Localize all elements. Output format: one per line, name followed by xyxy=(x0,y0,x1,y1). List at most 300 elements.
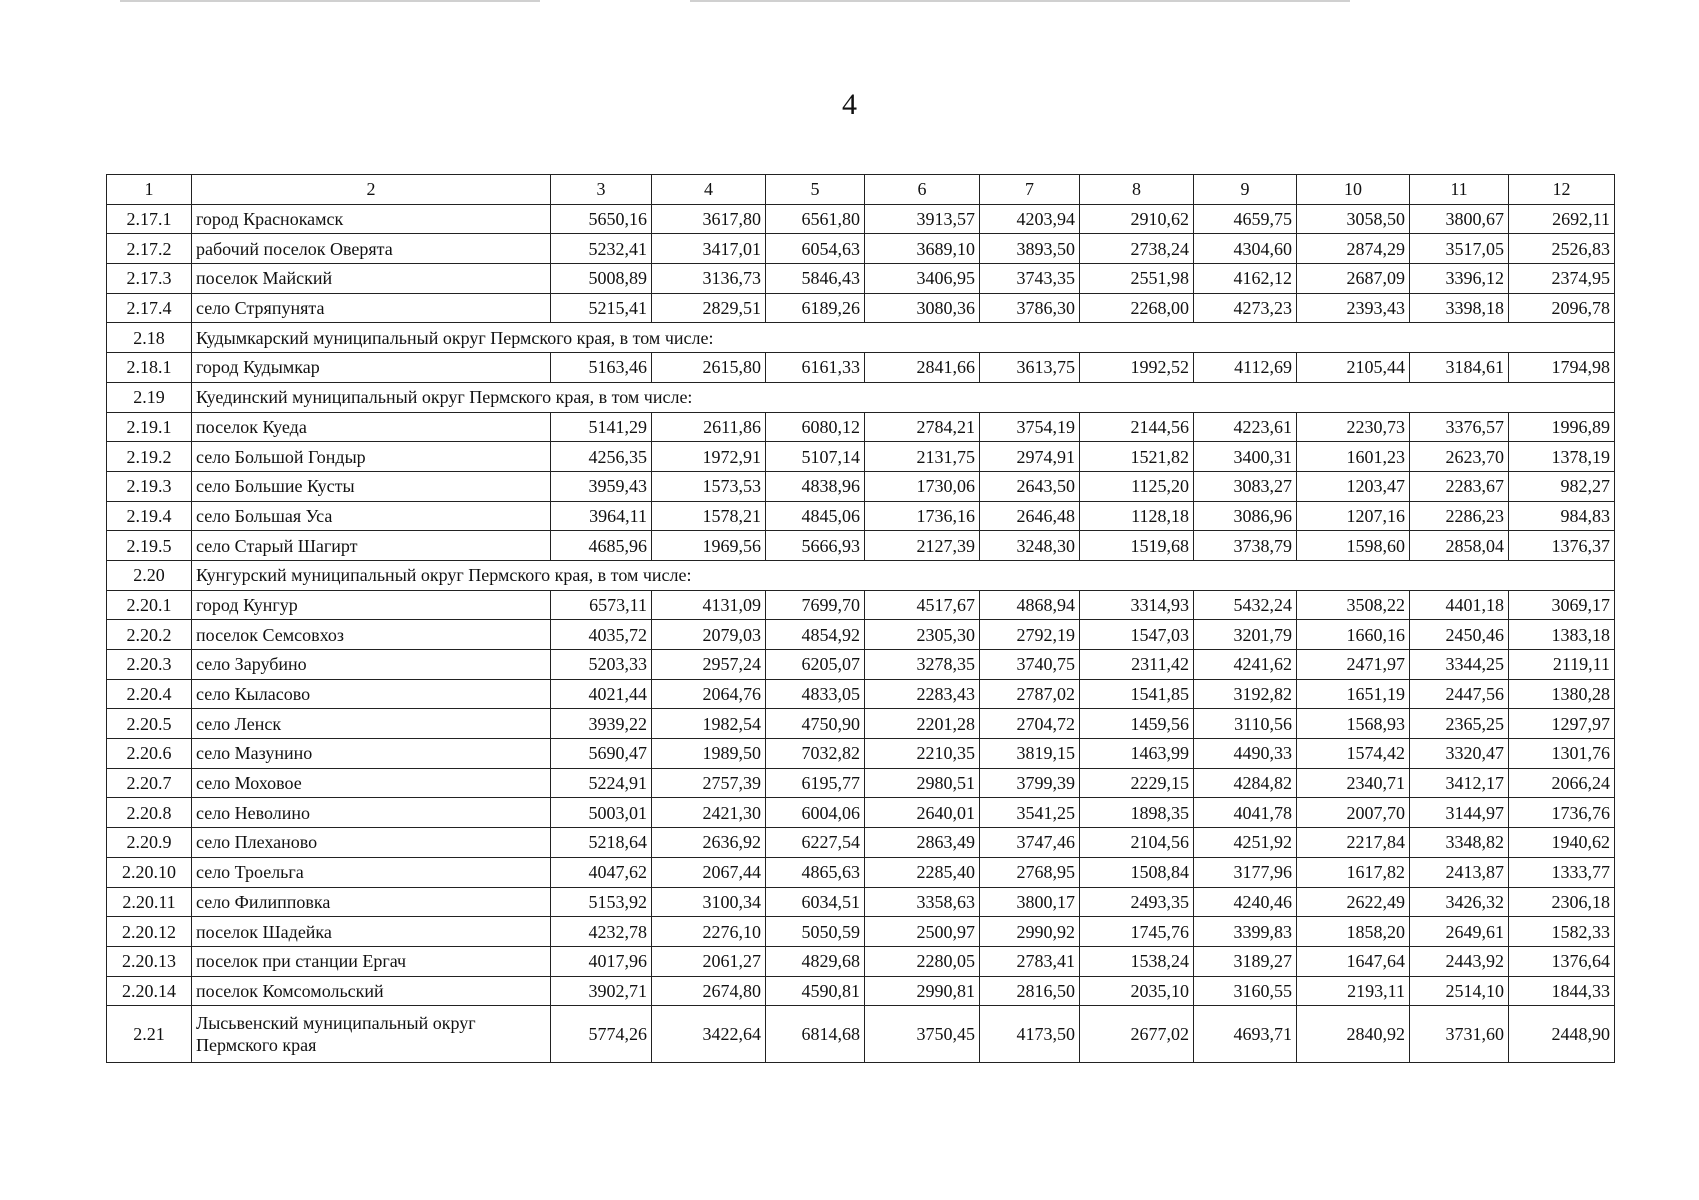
column-number: 1 xyxy=(107,175,192,205)
value-cell: 1378,19 xyxy=(1509,442,1615,472)
value-cell: 4041,78 xyxy=(1194,798,1297,828)
table-row xyxy=(107,204,1615,234)
scan-edge-mark-left xyxy=(120,0,540,2)
section-code: 2.18 xyxy=(107,323,192,353)
value-cell: 4273,23 xyxy=(1194,293,1297,323)
value-cell: 4047,62 xyxy=(551,857,652,887)
table-row xyxy=(107,976,1615,1006)
value-cell: 1858,20 xyxy=(1297,917,1410,947)
column-number: 3 xyxy=(551,175,652,205)
value-cell: 2980,51 xyxy=(865,768,980,798)
table-body xyxy=(107,175,1615,1063)
value-cell: 2471,97 xyxy=(1297,650,1410,680)
value-cell: 1207,16 xyxy=(1297,501,1410,531)
value-cell: 4232,78 xyxy=(551,917,652,947)
row-name: город Кудымкар xyxy=(192,353,551,383)
value-cell: 1969,56 xyxy=(652,531,766,561)
value-cell: 5650,16 xyxy=(551,204,652,234)
value-cell: 6205,07 xyxy=(766,650,865,680)
table-row xyxy=(107,264,1615,294)
row-code: 2.19.4 xyxy=(107,501,192,531)
value-cell: 2079,03 xyxy=(652,620,766,650)
value-cell: 3689,10 xyxy=(865,234,980,264)
value-cell: 3412,17 xyxy=(1410,768,1509,798)
value-cell: 3136,73 xyxy=(652,264,766,294)
row-name: село Моховое xyxy=(192,768,551,798)
value-cell: 2990,92 xyxy=(980,917,1080,947)
value-cell: 2841,66 xyxy=(865,353,980,383)
value-cell: 3799,39 xyxy=(980,768,1080,798)
value-cell: 2640,01 xyxy=(865,798,980,828)
row-name: село Старый Шагирт xyxy=(192,531,551,561)
value-cell: 4240,46 xyxy=(1194,887,1297,917)
value-cell: 2910,62 xyxy=(1080,204,1194,234)
value-cell: 3893,50 xyxy=(980,234,1080,264)
value-cell: 4203,94 xyxy=(980,204,1080,234)
table-row xyxy=(107,709,1615,739)
value-cell: 2493,35 xyxy=(1080,887,1194,917)
row-code: 2.19.3 xyxy=(107,471,192,501)
value-cell: 2280,05 xyxy=(865,946,980,976)
value-cell: 6161,33 xyxy=(766,353,865,383)
section-row xyxy=(107,323,1615,353)
table-row xyxy=(107,828,1615,858)
section-title: Кунгурский муниципальный округ Пермского края, в том числе: xyxy=(192,560,1615,590)
value-cell: 2447,56 xyxy=(1410,679,1509,709)
value-cell: 2448,90 xyxy=(1509,1006,1615,1063)
value-cell: 1376,37 xyxy=(1509,531,1615,561)
value-cell: 2374,95 xyxy=(1509,264,1615,294)
row-code: 2.20.4 xyxy=(107,679,192,709)
table-row xyxy=(107,234,1615,264)
value-cell: 2127,39 xyxy=(865,531,980,561)
row-name: село Филипповка xyxy=(192,887,551,917)
value-cell: 2623,70 xyxy=(1410,442,1509,472)
value-cell: 3189,27 xyxy=(1194,946,1297,976)
row-name: поселок Семсовхоз xyxy=(192,620,551,650)
value-cell: 1376,64 xyxy=(1509,946,1615,976)
table-row xyxy=(107,650,1615,680)
row-name: поселок Майский xyxy=(192,264,551,294)
row-name: село Плеханово xyxy=(192,828,551,858)
column-number: 11 xyxy=(1410,175,1509,205)
value-cell: 4685,96 xyxy=(551,531,652,561)
value-cell: 2990,81 xyxy=(865,976,980,1006)
value-cell: 2674,80 xyxy=(652,976,766,1006)
value-cell: 2692,11 xyxy=(1509,204,1615,234)
value-cell: 5107,14 xyxy=(766,442,865,472)
value-cell: 4021,44 xyxy=(551,679,652,709)
table-row xyxy=(107,739,1615,769)
value-cell: 6189,26 xyxy=(766,293,865,323)
value-cell: 2066,24 xyxy=(1509,768,1615,798)
value-cell: 984,83 xyxy=(1509,501,1615,531)
value-cell: 4829,68 xyxy=(766,946,865,976)
value-cell: 4838,96 xyxy=(766,471,865,501)
value-cell: 1660,16 xyxy=(1297,620,1410,650)
row-code: 2.20.3 xyxy=(107,650,192,680)
table-row xyxy=(107,442,1615,472)
row-code: 2.20.9 xyxy=(107,828,192,858)
value-cell: 3800,17 xyxy=(980,887,1080,917)
value-cell: 2365,25 xyxy=(1410,709,1509,739)
value-cell: 4517,67 xyxy=(865,590,980,620)
value-cell: 5774,26 xyxy=(551,1006,652,1063)
column-number: 9 xyxy=(1194,175,1297,205)
column-number-row xyxy=(107,175,1615,205)
value-cell: 3939,22 xyxy=(551,709,652,739)
row-name: село Неволино xyxy=(192,798,551,828)
value-cell: 1736,76 xyxy=(1509,798,1615,828)
value-cell: 2704,72 xyxy=(980,709,1080,739)
value-cell: 3613,75 xyxy=(980,353,1080,383)
value-cell: 3201,79 xyxy=(1194,620,1297,650)
value-cell: 2283,43 xyxy=(865,679,980,709)
value-cell: 4868,94 xyxy=(980,590,1080,620)
value-cell: 1297,97 xyxy=(1509,709,1615,739)
value-cell: 2413,87 xyxy=(1410,857,1509,887)
value-cell: 1617,82 xyxy=(1297,857,1410,887)
value-cell: 2067,44 xyxy=(652,857,766,887)
row-name: село Большой Гондыр xyxy=(192,442,551,472)
value-cell: 3964,11 xyxy=(551,501,652,531)
value-cell: 2677,02 xyxy=(1080,1006,1194,1063)
page-number: 4 xyxy=(842,88,857,121)
section-title: Кудымкарский муниципальный округ Пермского края, в том числе: xyxy=(192,323,1615,353)
value-cell: 2286,23 xyxy=(1410,501,1509,531)
value-cell: 4490,33 xyxy=(1194,739,1297,769)
value-cell: 5224,91 xyxy=(551,768,652,798)
row-name: поселок Шадейка xyxy=(192,917,551,947)
value-cell: 2757,39 xyxy=(652,768,766,798)
value-cell: 1989,50 xyxy=(652,739,766,769)
value-cell: 4845,06 xyxy=(766,501,865,531)
table-row xyxy=(107,798,1615,828)
value-cell: 1547,03 xyxy=(1080,620,1194,650)
table-row xyxy=(107,679,1615,709)
row-name: село Большая Уса xyxy=(192,501,551,531)
value-cell: 5215,41 xyxy=(551,293,652,323)
row-code: 2.17.4 xyxy=(107,293,192,323)
value-cell: 4865,63 xyxy=(766,857,865,887)
value-cell: 4035,72 xyxy=(551,620,652,650)
value-cell: 3740,75 xyxy=(980,650,1080,680)
row-code: 2.20.1 xyxy=(107,590,192,620)
value-cell: 1568,93 xyxy=(1297,709,1410,739)
value-cell: 5232,41 xyxy=(551,234,652,264)
value-cell: 2285,40 xyxy=(865,857,980,887)
row-code: 2.20.8 xyxy=(107,798,192,828)
row-name: город Краснокамск xyxy=(192,204,551,234)
value-cell: 2229,15 xyxy=(1080,768,1194,798)
value-cell: 3913,57 xyxy=(865,204,980,234)
value-cell: 3160,55 xyxy=(1194,976,1297,1006)
table-row xyxy=(107,471,1615,501)
value-cell: 1996,89 xyxy=(1509,412,1615,442)
value-cell: 5141,29 xyxy=(551,412,652,442)
column-number: 8 xyxy=(1080,175,1194,205)
value-cell: 2061,27 xyxy=(652,946,766,976)
value-cell: 3541,25 xyxy=(980,798,1080,828)
value-cell: 1203,47 xyxy=(1297,471,1410,501)
value-cell: 2230,73 xyxy=(1297,412,1410,442)
row-code: 2.19.2 xyxy=(107,442,192,472)
row-name: поселок Комсомольский xyxy=(192,976,551,1006)
row-code: 2.20.6 xyxy=(107,739,192,769)
table-row xyxy=(107,946,1615,976)
value-cell: 5008,89 xyxy=(551,264,652,294)
value-cell: 2450,46 xyxy=(1410,620,1509,650)
value-cell: 2646,48 xyxy=(980,501,1080,531)
row-name: село Мазунино xyxy=(192,739,551,769)
row-code: 2.20.7 xyxy=(107,768,192,798)
value-cell: 3398,18 xyxy=(1410,293,1509,323)
value-cell: 1940,62 xyxy=(1509,828,1615,858)
value-cell: 6573,11 xyxy=(551,590,652,620)
value-cell: 4284,82 xyxy=(1194,768,1297,798)
value-cell: 3083,27 xyxy=(1194,471,1297,501)
value-cell: 4017,96 xyxy=(551,946,652,976)
value-cell: 4590,81 xyxy=(766,976,865,1006)
value-cell: 6080,12 xyxy=(766,412,865,442)
column-number: 6 xyxy=(865,175,980,205)
value-cell: 1844,33 xyxy=(1509,976,1615,1006)
value-cell: 4256,35 xyxy=(551,442,652,472)
value-cell: 3144,97 xyxy=(1410,798,1509,828)
value-cell: 4241,62 xyxy=(1194,650,1297,680)
value-cell: 1508,84 xyxy=(1080,857,1194,887)
value-cell: 5666,93 xyxy=(766,531,865,561)
scan-edge-mark-right xyxy=(690,0,1350,2)
value-cell: 2104,56 xyxy=(1080,828,1194,858)
value-cell: 1301,76 xyxy=(1509,739,1615,769)
value-cell: 1125,20 xyxy=(1080,471,1194,501)
value-cell: 2340,71 xyxy=(1297,768,1410,798)
value-cell: 4131,09 xyxy=(652,590,766,620)
value-cell: 3731,60 xyxy=(1410,1006,1509,1063)
value-cell: 6227,54 xyxy=(766,828,865,858)
value-cell: 2768,95 xyxy=(980,857,1080,887)
value-cell: 3738,79 xyxy=(1194,531,1297,561)
value-cell: 3422,64 xyxy=(652,1006,766,1063)
value-cell: 2105,44 xyxy=(1297,353,1410,383)
row-name: село Большие Кусты xyxy=(192,471,551,501)
value-cell: 3747,46 xyxy=(980,828,1080,858)
value-cell: 3358,63 xyxy=(865,887,980,917)
value-cell: 3278,35 xyxy=(865,650,980,680)
table-row xyxy=(107,917,1615,947)
value-cell: 2421,30 xyxy=(652,798,766,828)
value-cell: 1521,82 xyxy=(1080,442,1194,472)
value-cell: 4304,60 xyxy=(1194,234,1297,264)
value-cell: 2783,41 xyxy=(980,946,1080,976)
value-cell: 2131,75 xyxy=(865,442,980,472)
value-cell: 3617,80 xyxy=(652,204,766,234)
value-cell: 3786,30 xyxy=(980,293,1080,323)
value-cell: 2393,43 xyxy=(1297,293,1410,323)
value-cell: 1459,56 xyxy=(1080,709,1194,739)
value-cell: 5003,01 xyxy=(551,798,652,828)
column-number: 5 xyxy=(766,175,865,205)
value-cell: 2144,56 xyxy=(1080,412,1194,442)
value-cell: 4833,05 xyxy=(766,679,865,709)
section-code: 2.19 xyxy=(107,382,192,412)
value-cell: 3517,05 xyxy=(1410,234,1509,264)
value-cell: 1972,91 xyxy=(652,442,766,472)
value-cell: 4162,12 xyxy=(1194,264,1297,294)
value-cell: 2792,19 xyxy=(980,620,1080,650)
table-row xyxy=(107,857,1615,887)
value-cell: 3400,31 xyxy=(1194,442,1297,472)
value-cell: 2636,92 xyxy=(652,828,766,858)
value-cell: 2787,02 xyxy=(980,679,1080,709)
value-cell: 4251,92 xyxy=(1194,828,1297,858)
value-cell: 3396,12 xyxy=(1410,264,1509,294)
row-name: поселок при станции Ергач xyxy=(192,946,551,976)
row-name: село Стряпунята xyxy=(192,293,551,323)
value-cell: 3426,32 xyxy=(1410,887,1509,917)
value-cell: 2649,61 xyxy=(1410,917,1509,947)
value-cell: 2064,76 xyxy=(652,679,766,709)
value-cell: 5846,43 xyxy=(766,264,865,294)
value-cell: 3248,30 xyxy=(980,531,1080,561)
value-cell: 2443,92 xyxy=(1410,946,1509,976)
value-cell: 6004,06 xyxy=(766,798,865,828)
row-code: 2.17.2 xyxy=(107,234,192,264)
section-code: 2.20 xyxy=(107,560,192,590)
value-cell: 4750,90 xyxy=(766,709,865,739)
value-cell: 3819,15 xyxy=(980,739,1080,769)
value-cell: 2283,67 xyxy=(1410,471,1509,501)
value-cell: 2210,35 xyxy=(865,739,980,769)
value-cell: 2863,49 xyxy=(865,828,980,858)
value-cell: 7699,70 xyxy=(766,590,865,620)
value-cell: 4112,69 xyxy=(1194,353,1297,383)
value-cell: 2217,84 xyxy=(1297,828,1410,858)
value-cell: 3754,19 xyxy=(980,412,1080,442)
row-name: Лысьвенский муниципальный округ Пермского края xyxy=(192,1006,551,1063)
value-cell: 2858,04 xyxy=(1410,531,1509,561)
value-cell: 3184,61 xyxy=(1410,353,1509,383)
value-cell: 1794,98 xyxy=(1509,353,1615,383)
value-cell: 4854,92 xyxy=(766,620,865,650)
value-cell: 2840,92 xyxy=(1297,1006,1410,1063)
value-cell: 3320,47 xyxy=(1410,739,1509,769)
column-number: 4 xyxy=(652,175,766,205)
value-cell: 4173,50 xyxy=(980,1006,1080,1063)
table-row xyxy=(107,1006,1615,1063)
row-code: 2.17.3 xyxy=(107,264,192,294)
table-row xyxy=(107,412,1615,442)
value-cell: 1128,18 xyxy=(1080,501,1194,531)
value-cell: 2193,11 xyxy=(1297,976,1410,1006)
value-cell: 5050,59 xyxy=(766,917,865,947)
value-cell: 4223,61 xyxy=(1194,412,1297,442)
value-cell: 2276,10 xyxy=(652,917,766,947)
value-cell: 1519,68 xyxy=(1080,531,1194,561)
row-code: 2.20.13 xyxy=(107,946,192,976)
value-cell: 1463,99 xyxy=(1080,739,1194,769)
value-cell: 1651,19 xyxy=(1297,679,1410,709)
value-cell: 1736,16 xyxy=(865,501,980,531)
value-cell: 1582,33 xyxy=(1509,917,1615,947)
value-cell: 2500,97 xyxy=(865,917,980,947)
value-cell: 1538,24 xyxy=(1080,946,1194,976)
column-number: 12 xyxy=(1509,175,1615,205)
value-cell: 1574,42 xyxy=(1297,739,1410,769)
value-cell: 3800,67 xyxy=(1410,204,1509,234)
value-cell: 2526,83 xyxy=(1509,234,1615,264)
row-name: город Кунгур xyxy=(192,590,551,620)
table-row xyxy=(107,887,1615,917)
value-cell: 3086,96 xyxy=(1194,501,1297,531)
column-number: 2 xyxy=(192,175,551,205)
row-name: село Ленск xyxy=(192,709,551,739)
value-cell: 6034,51 xyxy=(766,887,865,917)
row-code: 2.20.14 xyxy=(107,976,192,1006)
value-cell: 2611,86 xyxy=(652,412,766,442)
table-row xyxy=(107,293,1615,323)
value-cell: 2615,80 xyxy=(652,353,766,383)
value-cell: 2551,98 xyxy=(1080,264,1194,294)
row-code: 2.17.1 xyxy=(107,204,192,234)
value-cell: 2974,91 xyxy=(980,442,1080,472)
value-cell: 5153,92 xyxy=(551,887,652,917)
value-cell: 5203,33 xyxy=(551,650,652,680)
value-cell: 3376,57 xyxy=(1410,412,1509,442)
value-cell: 6814,68 xyxy=(766,1006,865,1063)
value-cell: 1647,64 xyxy=(1297,946,1410,976)
tariff-table xyxy=(106,174,1615,1063)
value-cell: 2643,50 xyxy=(980,471,1080,501)
value-cell: 1745,76 xyxy=(1080,917,1194,947)
row-code: 2.20.5 xyxy=(107,709,192,739)
value-cell: 3750,45 xyxy=(865,1006,980,1063)
value-cell: 1380,28 xyxy=(1509,679,1615,709)
value-cell: 982,27 xyxy=(1509,471,1615,501)
value-cell: 3508,22 xyxy=(1297,590,1410,620)
value-cell: 3080,36 xyxy=(865,293,980,323)
section-row xyxy=(107,560,1615,590)
table-row xyxy=(107,768,1615,798)
row-code: 2.20.2 xyxy=(107,620,192,650)
value-cell: 2738,24 xyxy=(1080,234,1194,264)
value-cell: 2035,10 xyxy=(1080,976,1194,1006)
value-cell: 5690,47 xyxy=(551,739,652,769)
value-cell: 2874,29 xyxy=(1297,234,1410,264)
row-code: 2.19.5 xyxy=(107,531,192,561)
value-cell: 2201,28 xyxy=(865,709,980,739)
value-cell: 2514,10 xyxy=(1410,976,1509,1006)
column-number: 10 xyxy=(1297,175,1410,205)
row-name: село Троельга xyxy=(192,857,551,887)
row-name: рабочий поселок Оверята xyxy=(192,234,551,264)
value-cell: 1982,54 xyxy=(652,709,766,739)
value-cell: 3344,25 xyxy=(1410,650,1509,680)
value-cell: 3314,93 xyxy=(1080,590,1194,620)
value-cell: 3902,71 xyxy=(551,976,652,1006)
value-cell: 7032,82 xyxy=(766,739,865,769)
row-code: 2.21 xyxy=(107,1006,192,1063)
value-cell: 1598,60 xyxy=(1297,531,1410,561)
value-cell: 2306,18 xyxy=(1509,887,1615,917)
value-cell: 3058,50 xyxy=(1297,204,1410,234)
value-cell: 6195,77 xyxy=(766,768,865,798)
value-cell: 3959,43 xyxy=(551,471,652,501)
row-code: 2.18.1 xyxy=(107,353,192,383)
row-code: 2.20.12 xyxy=(107,917,192,947)
value-cell: 2268,00 xyxy=(1080,293,1194,323)
